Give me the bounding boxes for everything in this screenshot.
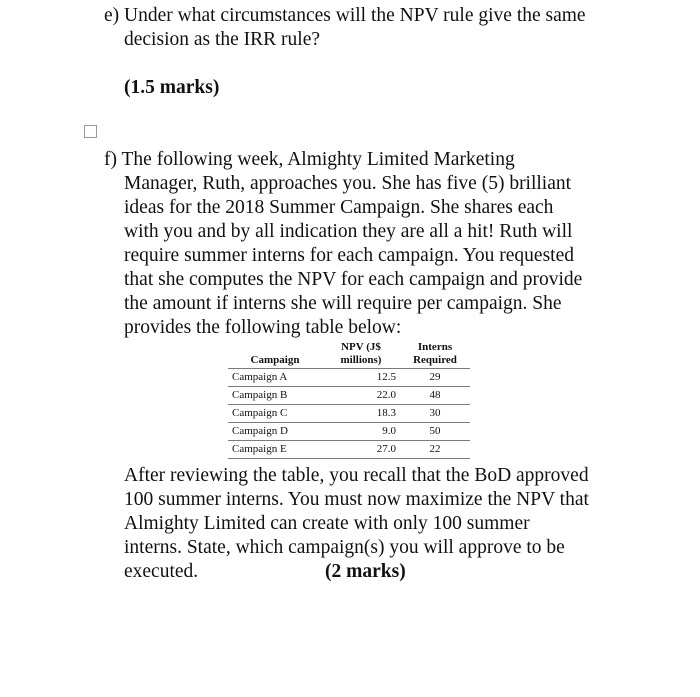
header-npv: NPV (J$ millions) (340, 341, 382, 366)
question-f-last-line: executed. (124, 561, 199, 582)
checkbox[interactable] (84, 125, 97, 138)
question-f-line-1: f) The following week, Almighty Limited Marketing (104, 149, 515, 170)
campaign-name: Campaign B (228, 387, 322, 405)
campaign-interns: 48 (400, 387, 470, 405)
question-f-line-7: the amount if interns she will require per campaign. She (124, 293, 562, 314)
table-row (228, 423, 470, 441)
question-f-line-2: Manager, Ruth, approaches you. She has five (5) brilliant (124, 173, 572, 194)
question-e-marks: (1.5 marks) (124, 77, 220, 98)
campaign-table (228, 340, 470, 459)
campaign-name: Campaign E (228, 441, 322, 459)
campaign-npv: 9.0 (322, 423, 400, 441)
question-f-line-5: require summer interns for each campaign. You requested (124, 245, 574, 266)
question-f-line-3: ideas for the 2018 Summer Campaign. She shares each (124, 197, 554, 218)
question-e-line-1: e) Under what circumstances will the NPV rule give the same (104, 5, 586, 26)
campaign-interns: 29 (400, 369, 470, 387)
question-f-line-6: that she computes the NPV for each campaign and provide (124, 269, 583, 290)
campaign-name: Campaign A (228, 369, 322, 387)
table-row (228, 387, 470, 405)
campaign-npv: 22.0 (322, 387, 400, 405)
question-f-line-4: with you and by all indication they are all a hit! Ruth will (124, 221, 573, 242)
campaign-npv: 18.3 (322, 405, 400, 423)
table-row (228, 405, 470, 423)
question-f-after-line-3: Almighty Limited can create with only 100 summer (124, 513, 530, 534)
question-f-after-line-1: After reviewing the table, you recall that the BoD approved (124, 465, 589, 486)
question-e-line-2: decision as the IRR rule? (124, 29, 321, 50)
table-row (228, 369, 470, 387)
header-campaign: Campaign (250, 354, 300, 366)
campaign-npv: 27.0 (322, 441, 400, 459)
campaign-interns: 22 (400, 441, 470, 459)
question-f-marks: (2 marks) (325, 561, 406, 582)
question-f-after-line-2: 100 summer interns. You must now maximize the NPV that (124, 489, 589, 510)
question-f-after-line-4: interns. State, which campaign(s) you will approve to be (124, 537, 565, 558)
campaign-interns: 30 (400, 405, 470, 423)
header-interns: Interns Required (413, 341, 457, 366)
campaign-interns: 50 (400, 423, 470, 441)
question-f-line-8: provides the following table below: (124, 317, 402, 338)
campaign-name: Campaign C (228, 405, 322, 423)
campaign-npv: 12.5 (322, 369, 400, 387)
table-row (228, 441, 470, 459)
campaign-name: Campaign D (228, 423, 322, 441)
